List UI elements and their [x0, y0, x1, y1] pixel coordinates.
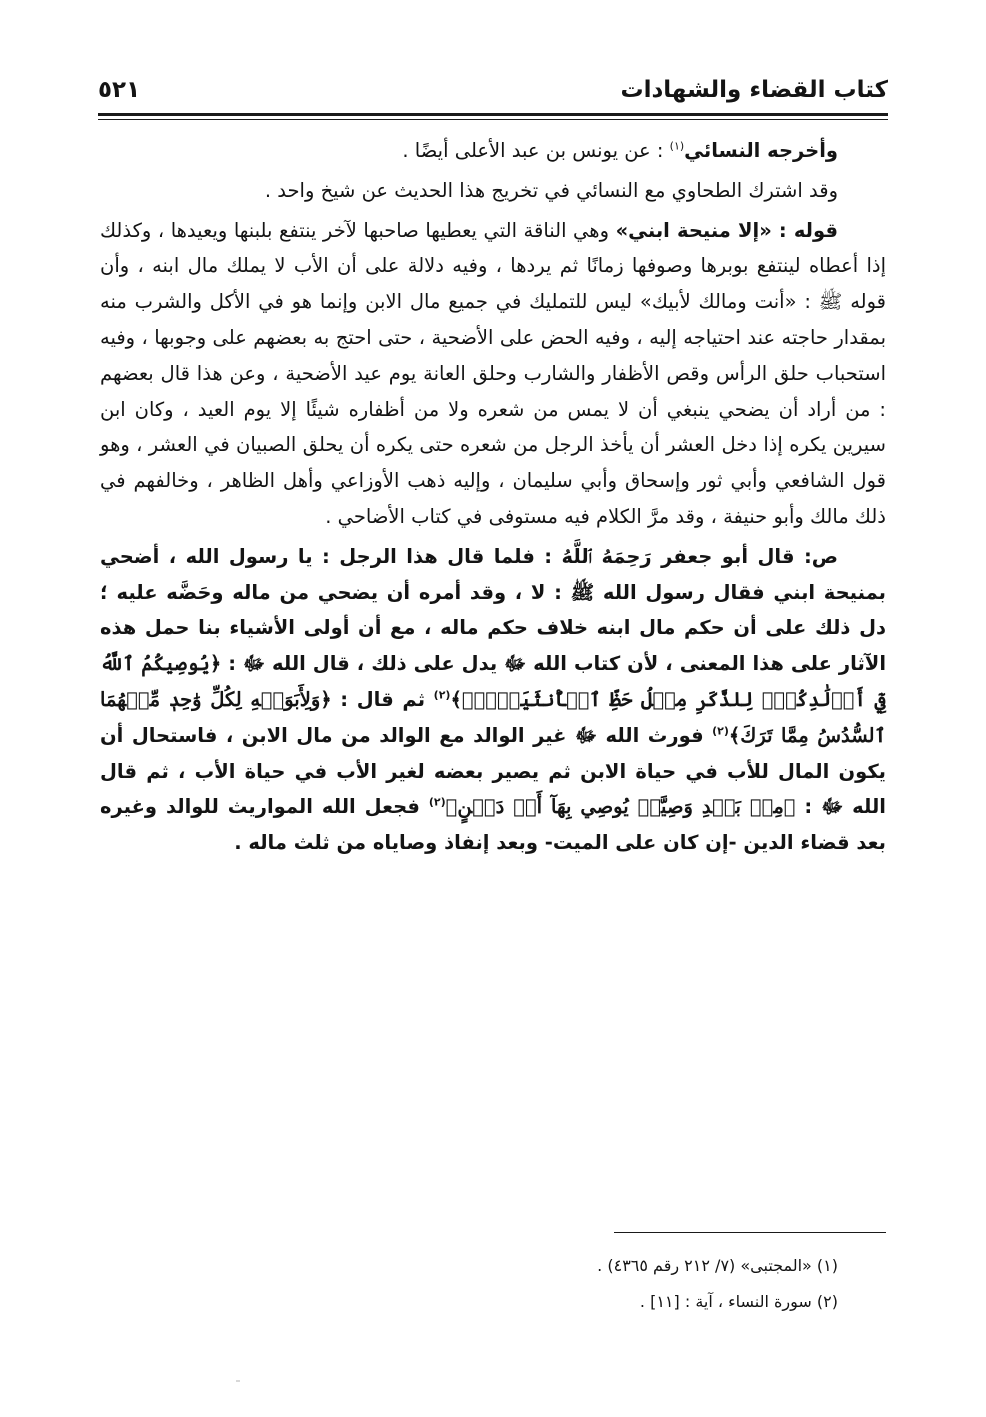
scan-speck: [236, 1380, 240, 1382]
paragraph-4-part-3: فورث الله ﷻ غير الوالد مع الوالد من مال الابن ، فاستحال أن يكون المال للأب في حياة الابن ثم يصير بعضه لغير الأب في حياة الأب ، ثم قال الله ﷻ :: [100, 723, 886, 819]
paragraph-4-part-1: ص: قال أبو جعفر رَحِمَهُ ٱللَّهُ : فلما قال هذا الرجل : يا رسول الله ، أضحي بمنيحة ابني فقال رسول الله ﷺ : لا ، وقد أمره أن يضحي من ماله وحَضَّه عليه ؛ دل ذلك على أن حكم مال ابنه خلاف حكم ماله ، مع أن أولى الأشياء بنا حمل هذه الآثار على هذا المعنى ، لأن كتاب الله ﷻ يدل على ذلك ، قال الله ﷻ :: [100, 544, 886, 676]
paragraph-4-part-4: فجعل الله المواريث للوالد وغيره بعد قضاء الدين -إن كان على الميت- وبعد إنفاذ وصاياه من ثلث ماله .: [100, 795, 886, 855]
footnote-separator: [614, 1232, 886, 1233]
footnote-ref-2a: (٢): [433, 688, 451, 702]
main-text: [100, 133, 886, 861]
footnotes: [100, 1248, 886, 1320]
paragraph-3: [100, 213, 886, 535]
paragraph-3-lead: قوله : «إلا منيحة ابني»: [615, 218, 839, 242]
page-number: ٥٢١: [98, 77, 141, 103]
paragraph-4-part-2: ثم قال :: [331, 687, 434, 711]
quran-verse-1: ﴿يُوصِيكُمُ ٱللَّهُ فِيٓ أَوۡلَٰدِكُمۡۖ لِلذَّكَرِ مِثۡلُ حَظِّ ٱلۡأُنثَيَيۡنِۚ﴾: [100, 652, 886, 711]
quran-verse-2: ﴿وَلِأَبَوَيۡهِ لِكُلِّ وَٰحِدٖ مِّنۡهُمَا ٱلسُّدُسُ مِمَّا تَرَكَ﴾: [100, 687, 887, 747]
footnote-ref-1: (١): [669, 139, 685, 153]
footnote-ref-2b: (٢): [712, 724, 729, 738]
paragraph-2: [100, 173, 886, 209]
header-rule-thin: [98, 119, 888, 120]
paragraph-1-lead: وأخرجه النسائي: [684, 139, 838, 162]
footnote-ref-2c: (٢): [428, 795, 446, 809]
paragraph-4: [100, 539, 886, 861]
quran-verse-3: ﴿مِنۢ بَعۡدِ وَصِيَّةٖ يُوصِي بِهَآ أَوۡ دَيۡنٍ﴾: [445, 795, 796, 819]
paragraph-1-text: : عن يونس بن عبد الأعلى أيضًا .: [402, 139, 670, 162]
page-header: [98, 70, 888, 110]
footnote-1: (١) «المجتبى» (٧/ ٢١٢ رقم ٤٣٦٥) .: [597, 1256, 838, 1275]
header-rule: [98, 113, 888, 116]
paragraph-1: [100, 133, 886, 169]
paragraph-3-text: وهي الناقة التي يعطيها صاحبها لآخر ينتفع بلبنها ويعيدها ، وكذلك إذا أعطاه لينتفع بوبرها وصوفها زمانًا ثم يردها ، وفيه دلالة على أن الأب لا يملك مال ابنه ، وأن قوله ﷺ : «أنت ومالك لأبيك» ليس للتمليك في جميع مال الابن وإنما هو في الأكل والشرب منه بمقدار حاجته عند احتياجه إليه ، وفيه الحض على الأضحية ، حتى احتج به بعضهم على وجوبها ، وفيه استحباب حلق الرأس وقص الأظفار والشارب وحلق العانة يوم عيد الأضحية ، وعن هذا قال بعضهم : من أراد أن يضحي ينبغي أن لا يمس من شعره ولا من أظفاره شيئًا إلا يوم العيد ، وكان ابن سيرين يكره إذا دخل العشر أن يأخذ الرجل من شعره حتى يكره أن يحلق الصبيان في العشر ، وهو قول الشافعي وأبي ثور وإسحاق وأبي سليمان ، وإليه ذهب الأوزاعي وأهل الظاهر ، وخالفهم في ذلك مالك وأبو حنيفة ، وقد مرَّ الكلام فيه مستوفى في كتاب الأضاحي .: [100, 218, 886, 528]
footnote-2: (٢) سورة النساء ، آية : [١١] .: [639, 1292, 838, 1311]
paragraph-2-text: وقد اشترك الطحاوي مع النسائي في تخريج هذا الحديث عن شيخ واحد .: [264, 178, 838, 202]
running-title: كتاب القضاء والشهادات: [620, 77, 888, 103]
